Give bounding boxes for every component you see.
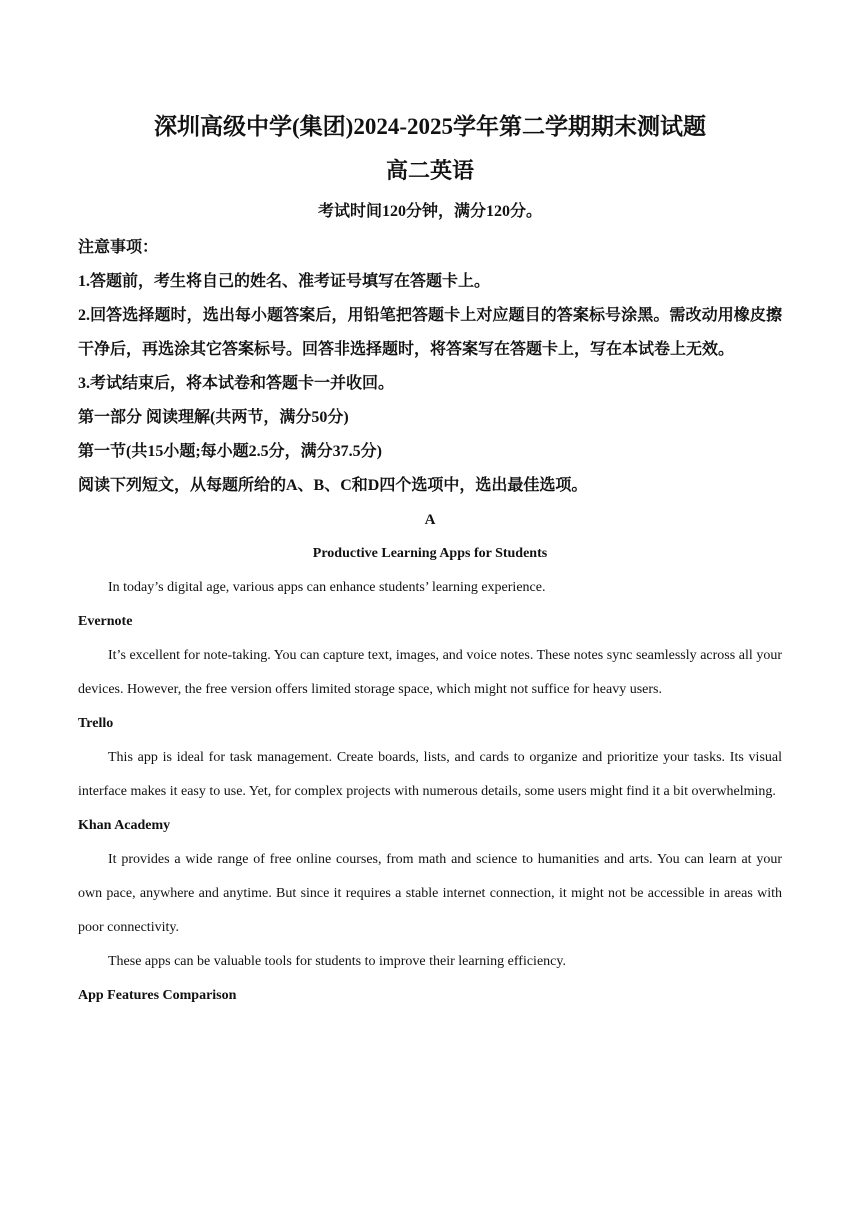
comparison-heading: App Features Comparison — [78, 988, 237, 1003]
exam-title: 深圳高级中学(集团)2024-2025学年第二学期期末测试题 — [154, 114, 706, 139]
app-desc-khan-academy: It provides a wide range of free online courses, from math and science to humanities and arts. You can learn at your own pace, anywhere and anytime. But since it requires a stable internet connection, it might not be accessible in areas with poor connectivity. — [78, 852, 782, 935]
exam-subject: 高二英语 — [385, 158, 474, 183]
part1-heading: 第一部分 阅读理解(共两节，满分50分) — [78, 409, 349, 426]
app-name-evernote: Evernote — [78, 614, 133, 629]
passage-letter: A — [424, 512, 436, 528]
app-name-trello: Trello — [78, 716, 114, 731]
section1-heading: 第一节(共15小题;每小题2.5分，满分37.5分) — [78, 443, 382, 460]
note-item-2: 2.回答选择题时，选出每小题答案后，用铅笔把答题卡上对应题目的答案标号涂黑。需改动用橡皮擦干净后，再选涂其它答案标号。回答非选择题时，将答案写在答题卡上，写在本试卷上无效。 — [78, 307, 782, 358]
passage-intro: In today’s digital age, various apps can enhance students’ learning experience. — [108, 580, 546, 595]
exam-content — [78, 231, 782, 1013]
passage-conclusion: These apps can be valuable tools for students to improve their learning efficiency. — [108, 954, 566, 969]
app-name-khan-academy: Khan Academy — [78, 818, 171, 833]
app-desc-trello: This app is ideal for task management. Create boards, lists, and cards to organize and prioritize your tasks. Its visual interface makes it easy to use. Yet, for complex projects with numerous details, some users might find it a bit overwhelming. — [78, 750, 782, 799]
app-desc-evernote: It’s excellent for note-taking. You can capture text, images, and voice notes. These notes sync seamlessly across all your devices. However, the free version offers limited storage space, which might not suffice for heavy users. — [78, 648, 782, 697]
note-item-3: 3.考试结束后，将本试卷和答题卡一并收回。 — [78, 375, 395, 392]
note-item-1: 1.答题前，考生将自己的姓名、准考证号填写在答题卡上。 — [78, 273, 491, 290]
section-instruction: 阅读下列短文，从每题所给的A、B、C和D四个选项中，选出最佳选项。 — [78, 477, 588, 494]
exam-time-info: 考试时间120分钟，满分120分。 — [317, 203, 542, 220]
passage-title: Productive Learning Apps for Students — [312, 546, 548, 561]
notes-heading: 注意事项： — [78, 239, 159, 256]
